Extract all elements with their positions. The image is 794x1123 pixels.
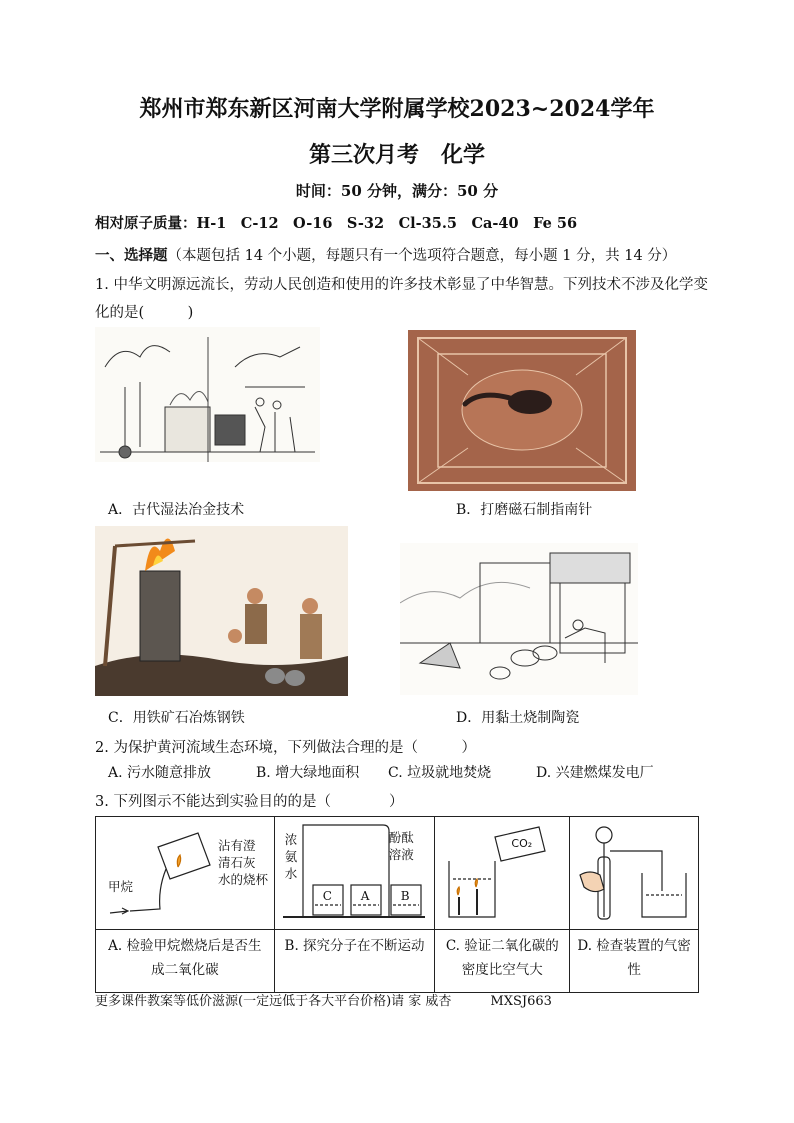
exam-title-line2: 第三次月考 化学 — [308, 142, 485, 168]
q1-option-c[interactable]: C．用铁矿石冶炼钢铁 — [108, 710, 245, 726]
q3-experiment-table — [95, 816, 699, 993]
footer-note: 更多课件教案等低价滋源(一定远低于各大平台价格)请 家 威杏 MXSJ663 — [95, 994, 552, 1009]
q1-stem-line2: 化的是( ) — [95, 305, 194, 321]
exam-time-line: 时间：50 分钟，满分：50 分 — [295, 182, 499, 200]
q1-option-d[interactable]: D．用黏土烧制陶瓷 — [456, 710, 580, 726]
q3-option-c[interactable]: C. 验证二氧化碳的密度比空气大 — [435, 930, 570, 993]
fig-b-label-a: A — [360, 889, 370, 903]
fig-a-label2: 清石灰 — [218, 855, 256, 870]
q1-stem-line1: 1. 中华文明源远流长，劳动人民创造和使用的许多技术彰显了中华智慧。下列技术不涉及化学变 — [95, 277, 708, 293]
fig-a-label1: 沾有澄 — [218, 838, 256, 853]
q1-image-a — [95, 327, 320, 462]
fig-a-label3: 水的烧杯 — [218, 872, 269, 887]
section1-title: 一、选择题 — [95, 247, 168, 264]
q2-option-a[interactable]: A. 污水随意排放 — [108, 765, 212, 781]
q3-stem: 3. 下列图示不能达到实验目的的是（ ） — [95, 794, 404, 810]
q3-figure-d — [570, 817, 699, 930]
q3-option-a[interactable]: A. 检验甲烷燃烧后是否生成二氧化碳 — [96, 930, 275, 993]
fig-b-left3: 水 — [284, 866, 298, 881]
fig-b-label-c: C — [322, 889, 332, 903]
section1-heading — [95, 244, 676, 265]
atomic-mass-label: 相对原子质量： — [95, 215, 197, 232]
q1-image-b — [408, 330, 636, 491]
fig-b-left2: 氨 — [284, 849, 298, 864]
q1-image-c — [95, 526, 348, 696]
fig-b-left1: 浓 — [284, 832, 298, 847]
exam-title-line1: 郑州市郑东新区河南大学附属学校2023~2024学年 — [139, 96, 655, 122]
fig-b-right1: 酚酞 — [388, 830, 414, 845]
q3-figure-a — [96, 817, 275, 930]
q2-stem: 2. 为保护黄河流域生态环境，下列做法合理的是（ ） — [95, 740, 476, 756]
q3-figure-c — [435, 817, 570, 930]
q2-option-c[interactable]: C. 垃圾就地焚烧 — [388, 765, 492, 781]
q2-option-d[interactable]: D. 兴建燃煤发电厂 — [536, 765, 654, 781]
q1-option-b[interactable]: B．打磨磁石制指南针 — [456, 502, 593, 518]
q3-option-d[interactable]: D. 检查装置的气密性 — [570, 930, 699, 993]
atomic-mass-line — [95, 212, 577, 233]
fig-b-right2: 溶液 — [388, 847, 414, 862]
atomic-mass-values: H-1 C-12 O-16 S-32 Cl-35.5 Ca-40 Fe 56 — [196, 215, 578, 232]
q3-figure-b — [274, 817, 435, 930]
q1-option-a[interactable]: A．古代湿法冶金技术 — [108, 502, 245, 518]
q2-option-b[interactable]: B. 增大绿地面积 — [256, 765, 360, 781]
q1-image-d — [400, 543, 638, 695]
section1-note: （本题包括 14 个小题，每题只有一个选项符合题意，每小题 1 分，共 14 分） — [167, 248, 677, 264]
fig-c-gas-label: CO₂ — [511, 837, 533, 850]
fig-b-label-b: B — [400, 889, 410, 903]
q3-option-b[interactable]: B. 探究分子在不断运动 — [274, 930, 435, 993]
fig-a-gas-label: 甲烷 — [108, 879, 134, 894]
